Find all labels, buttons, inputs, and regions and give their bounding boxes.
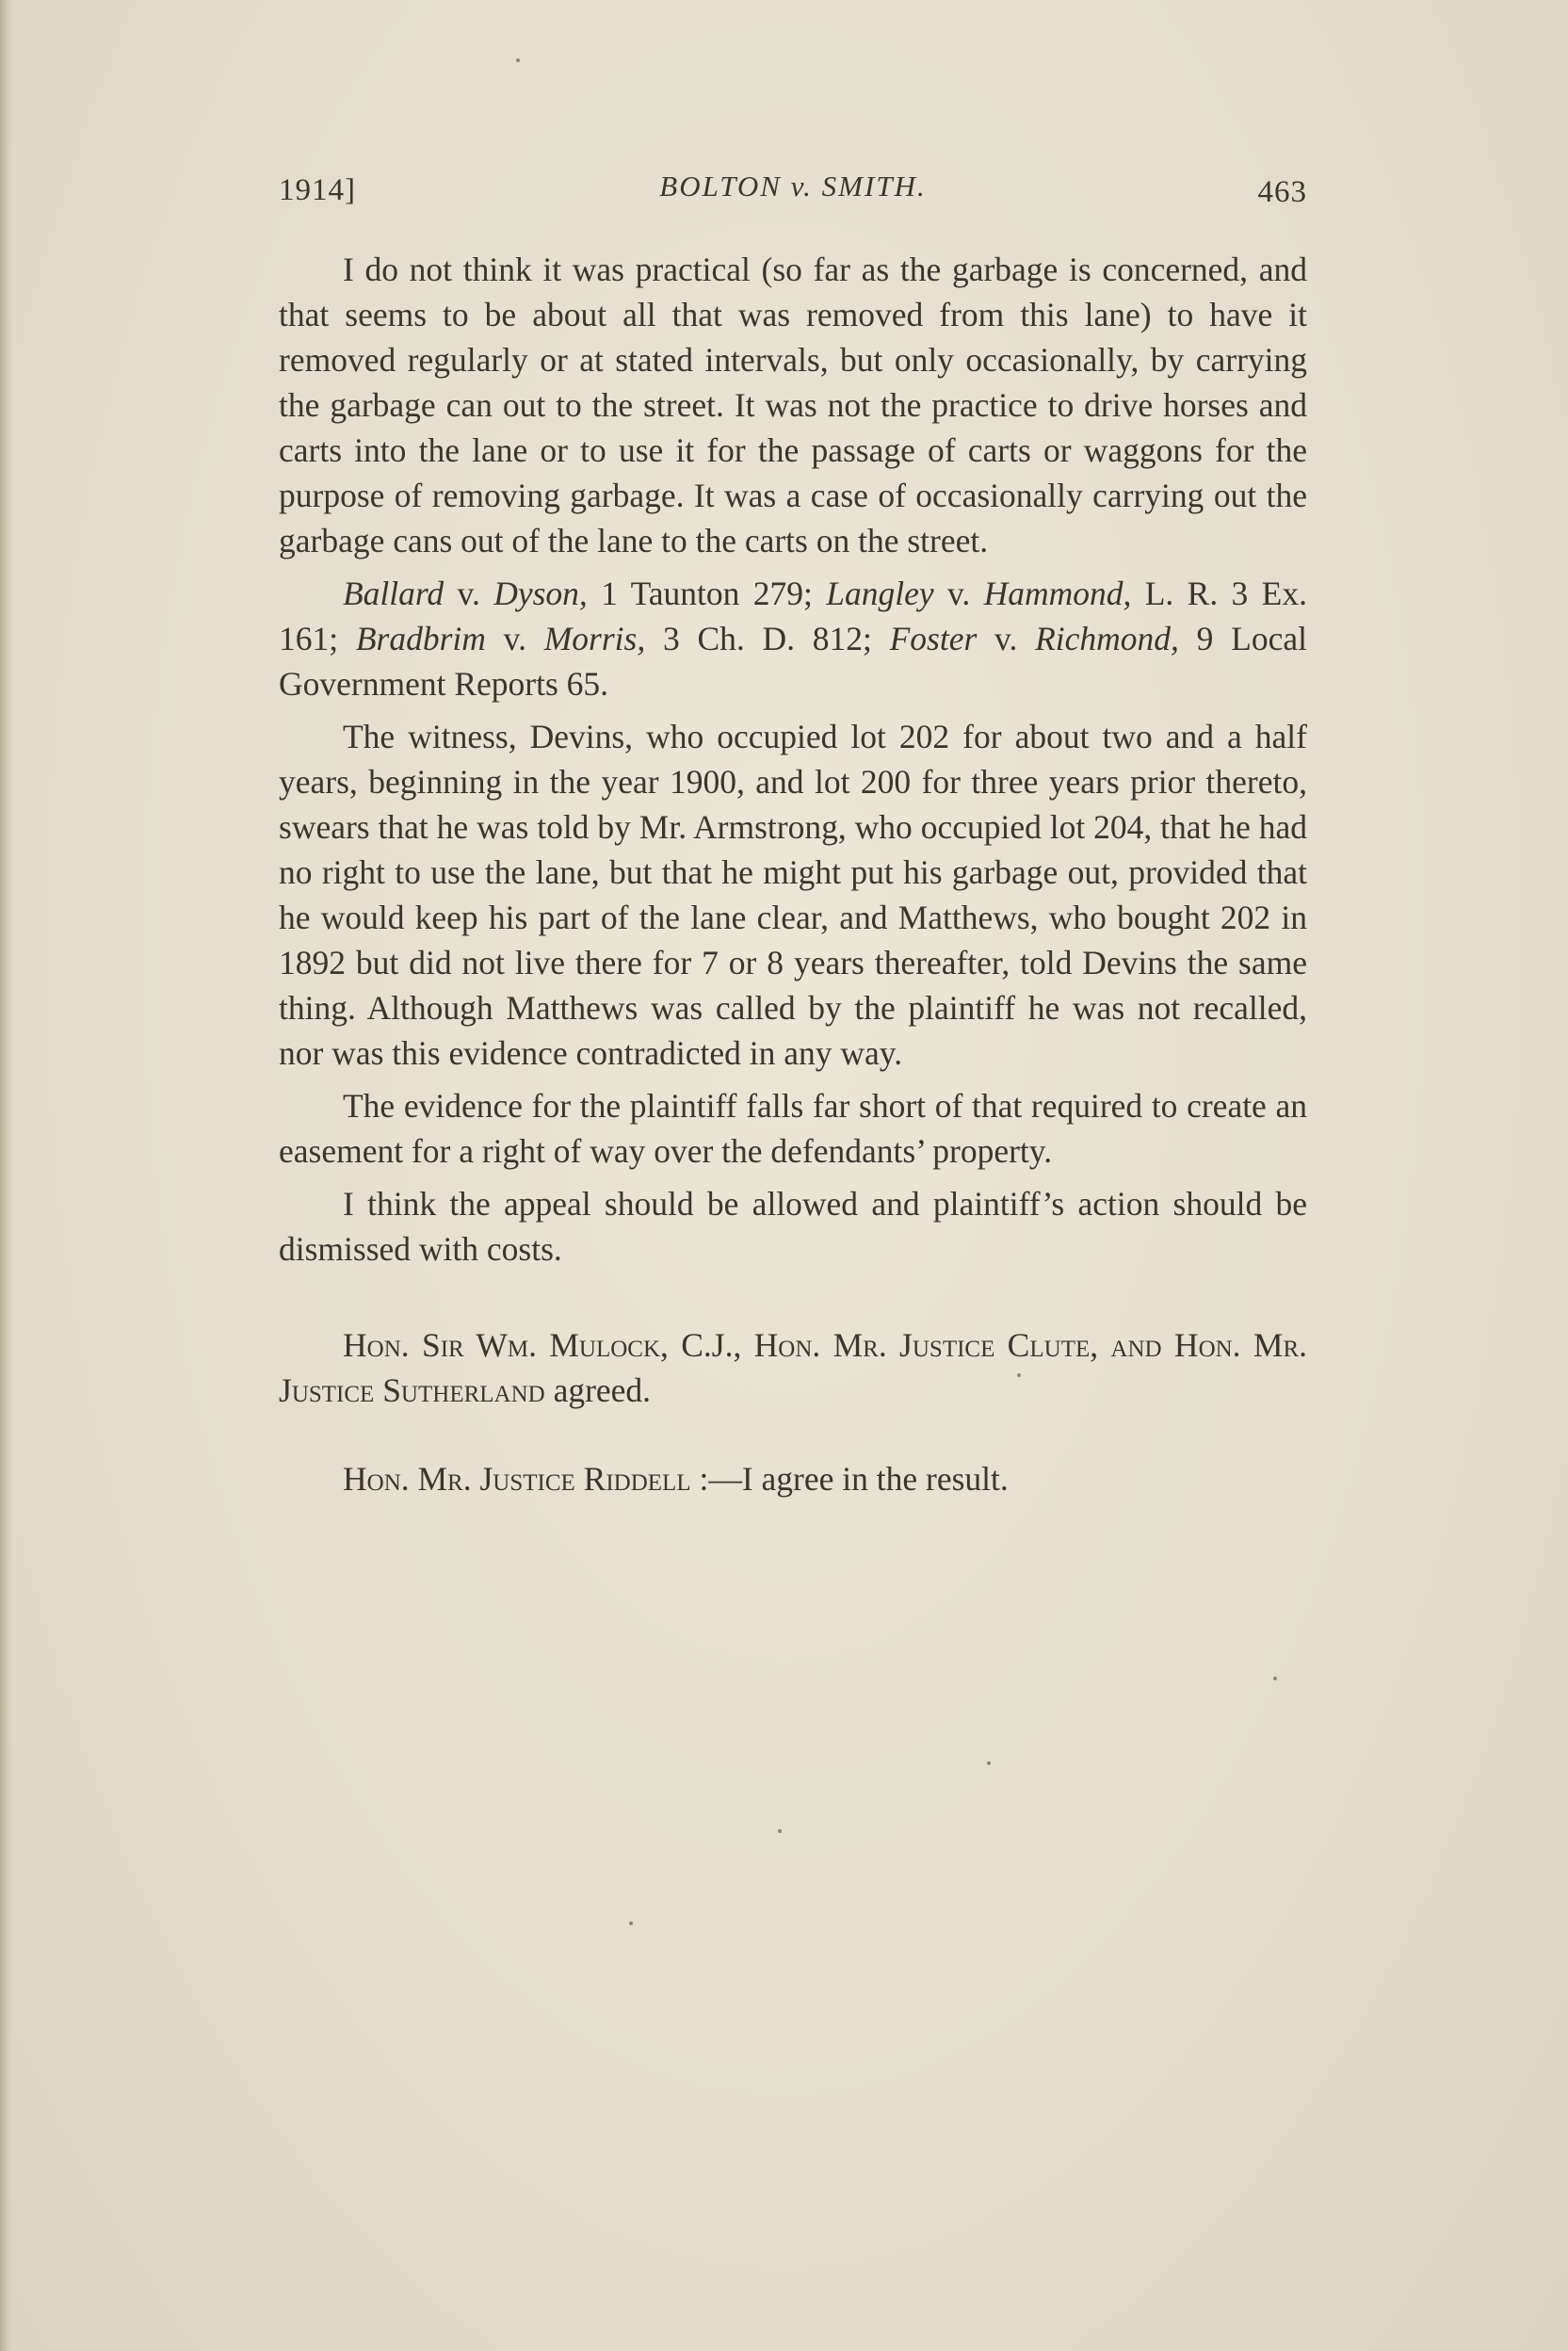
citation-party: Richmond, <box>1035 620 1179 657</box>
citation-case-name: Langley <box>826 575 934 612</box>
citation-party: Hammond, <box>983 575 1132 612</box>
citation-case-name: Bradbrim <box>355 620 486 657</box>
paper-speck <box>778 1829 782 1833</box>
body-text <box>279 247 1307 1535</box>
page-number: 463 <box>1257 175 1307 209</box>
paper-speck <box>629 1921 633 1925</box>
paragraph-conclusion: I think the appeal should be allowed and plaintiff’s action should be dismissed with costs. <box>279 1185 1307 1268</box>
concurrence-line <box>279 1322 1307 1413</box>
paper-speck <box>1017 1373 1021 1377</box>
citation-reference: 1 Taunton 279; <box>587 575 827 612</box>
paragraph-practice: I do not think it was practical (so far as the garbage is concerned, and that seems to be about all that was removed from this lane) to have it removed regularly or at stated intervals, but only occasionally, by carrying the garbage can out to the street. It was not the practice to drive horses and carts into the lane or to use it for the passage of carts or waggons for the purpose of removing garbage. It was a case of occasionally carrying out the garbage cans out of the lane to the carts on the street. <box>279 251 1307 559</box>
paragraph-evidence: The evidence for the plaintiff falls far short of that required to create an easement for a right of way over the defendants’ property. <box>279 1087 1307 1170</box>
paragraph-witness-devins: The witness, Devins, who occupied lot 202 for about two and a half years, beginning in the year 1900, and lot 200 for three years prior thereto, swears that he was told by Mr. Armstrong, who occupied lot 204, that he had no right to use the lane, but that he might put his garbage out, provided that he would keep his part of the lane clear, and Matthews, who bought 202 in 1892 but did not live there for 7 or 8 years thereafter, told Devins the same thing. Although Matthews was called by the plaintiff he was not recalled, nor was this evidence contradicted in any way. <box>279 718 1307 1072</box>
citations-paragraph <box>279 571 1307 706</box>
citation-case-name: Ballard <box>343 575 445 612</box>
citation-reference: L. R. 3 Ex. 161; <box>279 575 1307 657</box>
citation-party: Dyson, <box>493 575 588 612</box>
concurring-judges: Hon. Sir Wm. Mulock, C.J., Hon. Mr. Justice Clute, and Hon. Mr. Justice Sutherland <box>279 1326 1307 1409</box>
citation-party: Morris, <box>543 620 646 657</box>
citation-versus: v. <box>485 620 544 657</box>
citation-versus: v. <box>977 620 1036 657</box>
citation-versus: v. <box>444 575 494 612</box>
result-statement: :—I agree in the result. <box>690 1460 1009 1498</box>
result-line <box>279 1456 1307 1501</box>
result-judge: Hon. Mr. Justice Riddell <box>343 1460 691 1498</box>
citation-reference: 9 Local Government Reports 65. <box>279 620 1307 703</box>
header-case-title: BOLTON v. SMITH. <box>659 170 927 203</box>
running-head <box>279 168 1307 215</box>
citation-case-name: Foster <box>889 620 978 657</box>
citation-versus: v. <box>933 575 984 612</box>
header-year: 1914] <box>279 173 356 207</box>
citation-reference: 3 Ch. D. 812; <box>645 620 890 657</box>
concurrence-verb: agreed. <box>544 1371 652 1409</box>
paper-speck <box>987 1761 991 1765</box>
page-binding-edge <box>0 0 13 2351</box>
paper-speck <box>1273 1677 1277 1680</box>
paper-speck <box>516 58 520 62</box>
